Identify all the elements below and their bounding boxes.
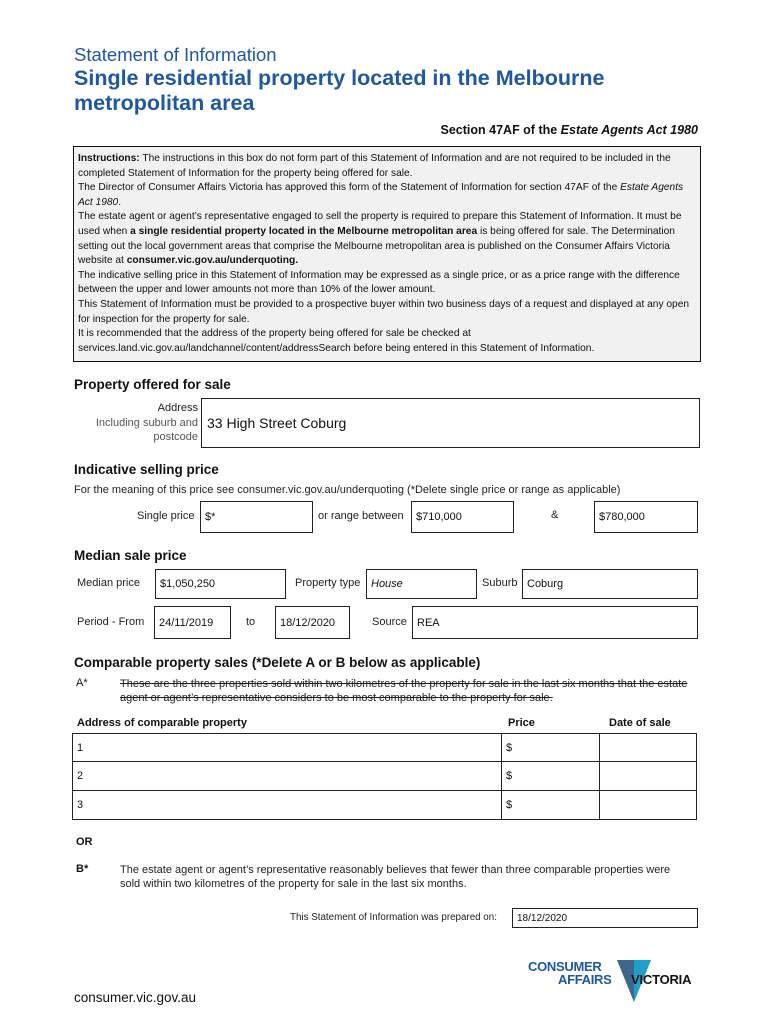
instructions-text-1: The instructions in this box do not form part of this Statement of Information and are not required to be included in the completed Statement of Information for the property being offered for sale. bbox=[78, 153, 671, 179]
property-type-field[interactable]: House bbox=[366, 569, 477, 599]
property-type-label: Property type bbox=[295, 577, 361, 589]
range-ampersand: & bbox=[551, 509, 559, 521]
instructions-text-3: The estate agent or agent’s representative engaged to sell the property is required to prepare this Statement of Information. It must be used when bbox=[78, 211, 682, 237]
instructions-p2 bbox=[78, 181, 695, 210]
instructions-text-3b: is being offered for sale. The Determination setting out the local government areas that comprise the Melbourne metropolitan area is published on the Consumer Affairs Victoria website at bbox=[78, 225, 675, 267]
table-row bbox=[72, 762, 701, 791]
option-a-text: These are the three properties sold within two kilometres of the property for sale in the last six months that the estate agent or agent’s representative considers to be most comparable to the property for sale. bbox=[120, 678, 688, 704]
or-label: OR bbox=[76, 836, 93, 848]
option-b-text: The estate agent or agent’s representative reasonably believes that fewer than three comparable properties were sold within two kilometres of the property for sale in the last six months. bbox=[120, 864, 671, 890]
row-address-cell[interactable]: 3 bbox=[72, 791, 502, 820]
table-row bbox=[72, 733, 701, 762]
row-address-cell[interactable]: 2 bbox=[72, 762, 502, 791]
instructions-p4: The indicative selling price in this Statement of Information may be expressed as a single price, or as a price range with the difference between the upper and lower amounts not more than 10% of the lower amount. bbox=[78, 269, 680, 296]
row-price-cell[interactable]: $ bbox=[502, 791, 600, 820]
option-b-label: B* bbox=[76, 863, 89, 875]
comparable-heading: Comparable property sales (*Delete A or B below as applicable) bbox=[74, 655, 481, 670]
prepared-date-field[interactable]: 18/12/2020 bbox=[512, 908, 698, 928]
logo-text-affairs: AFFAIRS bbox=[558, 972, 612, 987]
row-date-cell[interactable] bbox=[600, 791, 697, 820]
instructions-p1 bbox=[78, 152, 695, 181]
single-price-field[interactable]: $* bbox=[200, 501, 313, 533]
instructions-box bbox=[73, 146, 701, 362]
footer-url[interactable]: consumer.vic.gov.au bbox=[74, 990, 197, 1005]
range-high-field[interactable]: $780,000 bbox=[594, 501, 698, 533]
indicative-note: For the meaning of this price see consumer.vic.gov.au/underquoting (*Delete single price or range as applicable) bbox=[74, 484, 621, 496]
address-label-line3: postcode bbox=[153, 431, 198, 443]
col-price-header: Price bbox=[508, 717, 535, 729]
property-heading: Property offered for sale bbox=[74, 377, 231, 392]
row-price-cell[interactable]: $ bbox=[502, 762, 600, 791]
period-to-field[interactable]: 18/12/2020 bbox=[275, 606, 350, 639]
address-label bbox=[74, 401, 198, 445]
row-date-cell[interactable] bbox=[600, 733, 697, 762]
median-price-label: Median price bbox=[77, 577, 140, 589]
median-heading: Median sale price bbox=[74, 548, 187, 563]
median-price-field[interactable]: $1,050,250 bbox=[155, 569, 286, 599]
logo-text-victoria: VICTORIA bbox=[631, 972, 692, 987]
indicative-heading: Indicative selling price bbox=[74, 462, 219, 477]
col-address-header: Address of comparable property bbox=[77, 717, 247, 729]
page-title: Single residential property located in the Melbourne metropolitan area bbox=[74, 66, 605, 115]
table-row bbox=[72, 791, 701, 820]
period-to-label: to bbox=[246, 616, 256, 628]
range-low-field[interactable]: $710,000 bbox=[411, 501, 514, 533]
suburb-label: Suburb bbox=[482, 577, 518, 589]
suburb-field[interactable]: Coburg bbox=[522, 569, 698, 599]
row-date-cell[interactable] bbox=[600, 762, 697, 791]
address-label-line1: Address bbox=[157, 402, 198, 414]
form-kicker: Statement of Information bbox=[74, 44, 277, 65]
instructions-act-italic: Estate Agents Act 1980 bbox=[78, 182, 684, 208]
address-label-line2: Including suburb and bbox=[95, 416, 198, 429]
logo-text-consumer: CONSUMER bbox=[528, 959, 602, 974]
source-label: Source bbox=[372, 616, 407, 628]
period-from-field[interactable]: 24/11/2019 bbox=[154, 606, 231, 639]
instructions-p5: This Statement of Information must be provided to a prospective buyer within two business days of a request and displayed at any open for inspection for the property for sale. bbox=[78, 298, 690, 325]
row-price-cell[interactable]: $ bbox=[502, 733, 600, 762]
prepared-label: This Statement of Information was prepared on: bbox=[290, 912, 497, 923]
range-label: or range between bbox=[318, 510, 404, 522]
comparable-table bbox=[72, 733, 701, 820]
section-ref-act: Estate Agents Act 1980 bbox=[560, 123, 698, 137]
col-date-header: Date of sale bbox=[609, 717, 671, 729]
section-reference bbox=[441, 123, 698, 137]
address-field[interactable]: 33 High Street Coburg bbox=[201, 398, 700, 448]
option-a-label: A* bbox=[76, 677, 88, 689]
section-ref-prefix: Section 47AF of the bbox=[440, 123, 561, 137]
source-field[interactable]: REA bbox=[412, 606, 698, 639]
row-address-cell[interactable]: 1 bbox=[72, 733, 502, 762]
instructions-label: Instructions: bbox=[78, 153, 140, 164]
period-from-label: Period - From bbox=[77, 616, 145, 628]
single-price-label: Single price bbox=[137, 510, 195, 522]
instructions-text-2: The Director of Consumer Affairs Victoria has approved this form of the Statement of Information for section 47AF of the bbox=[78, 182, 621, 194]
underquoting-link[interactable]: consumer.vic.gov.au/underquoting. bbox=[126, 255, 299, 267]
instructions-text-2-end: . bbox=[118, 196, 122, 208]
cav-logo bbox=[528, 958, 703, 1006]
instructions-bold-3: a single residential property located in the Melbourne metropolitan area bbox=[130, 225, 478, 237]
instructions-p3 bbox=[78, 210, 695, 268]
instructions-p6: It is recommended that the address of the property being offered for sale be checked at services.land.vic.gov.au/landchannel/content/addressSearch before being entered in this Statement of Information. bbox=[78, 328, 595, 354]
